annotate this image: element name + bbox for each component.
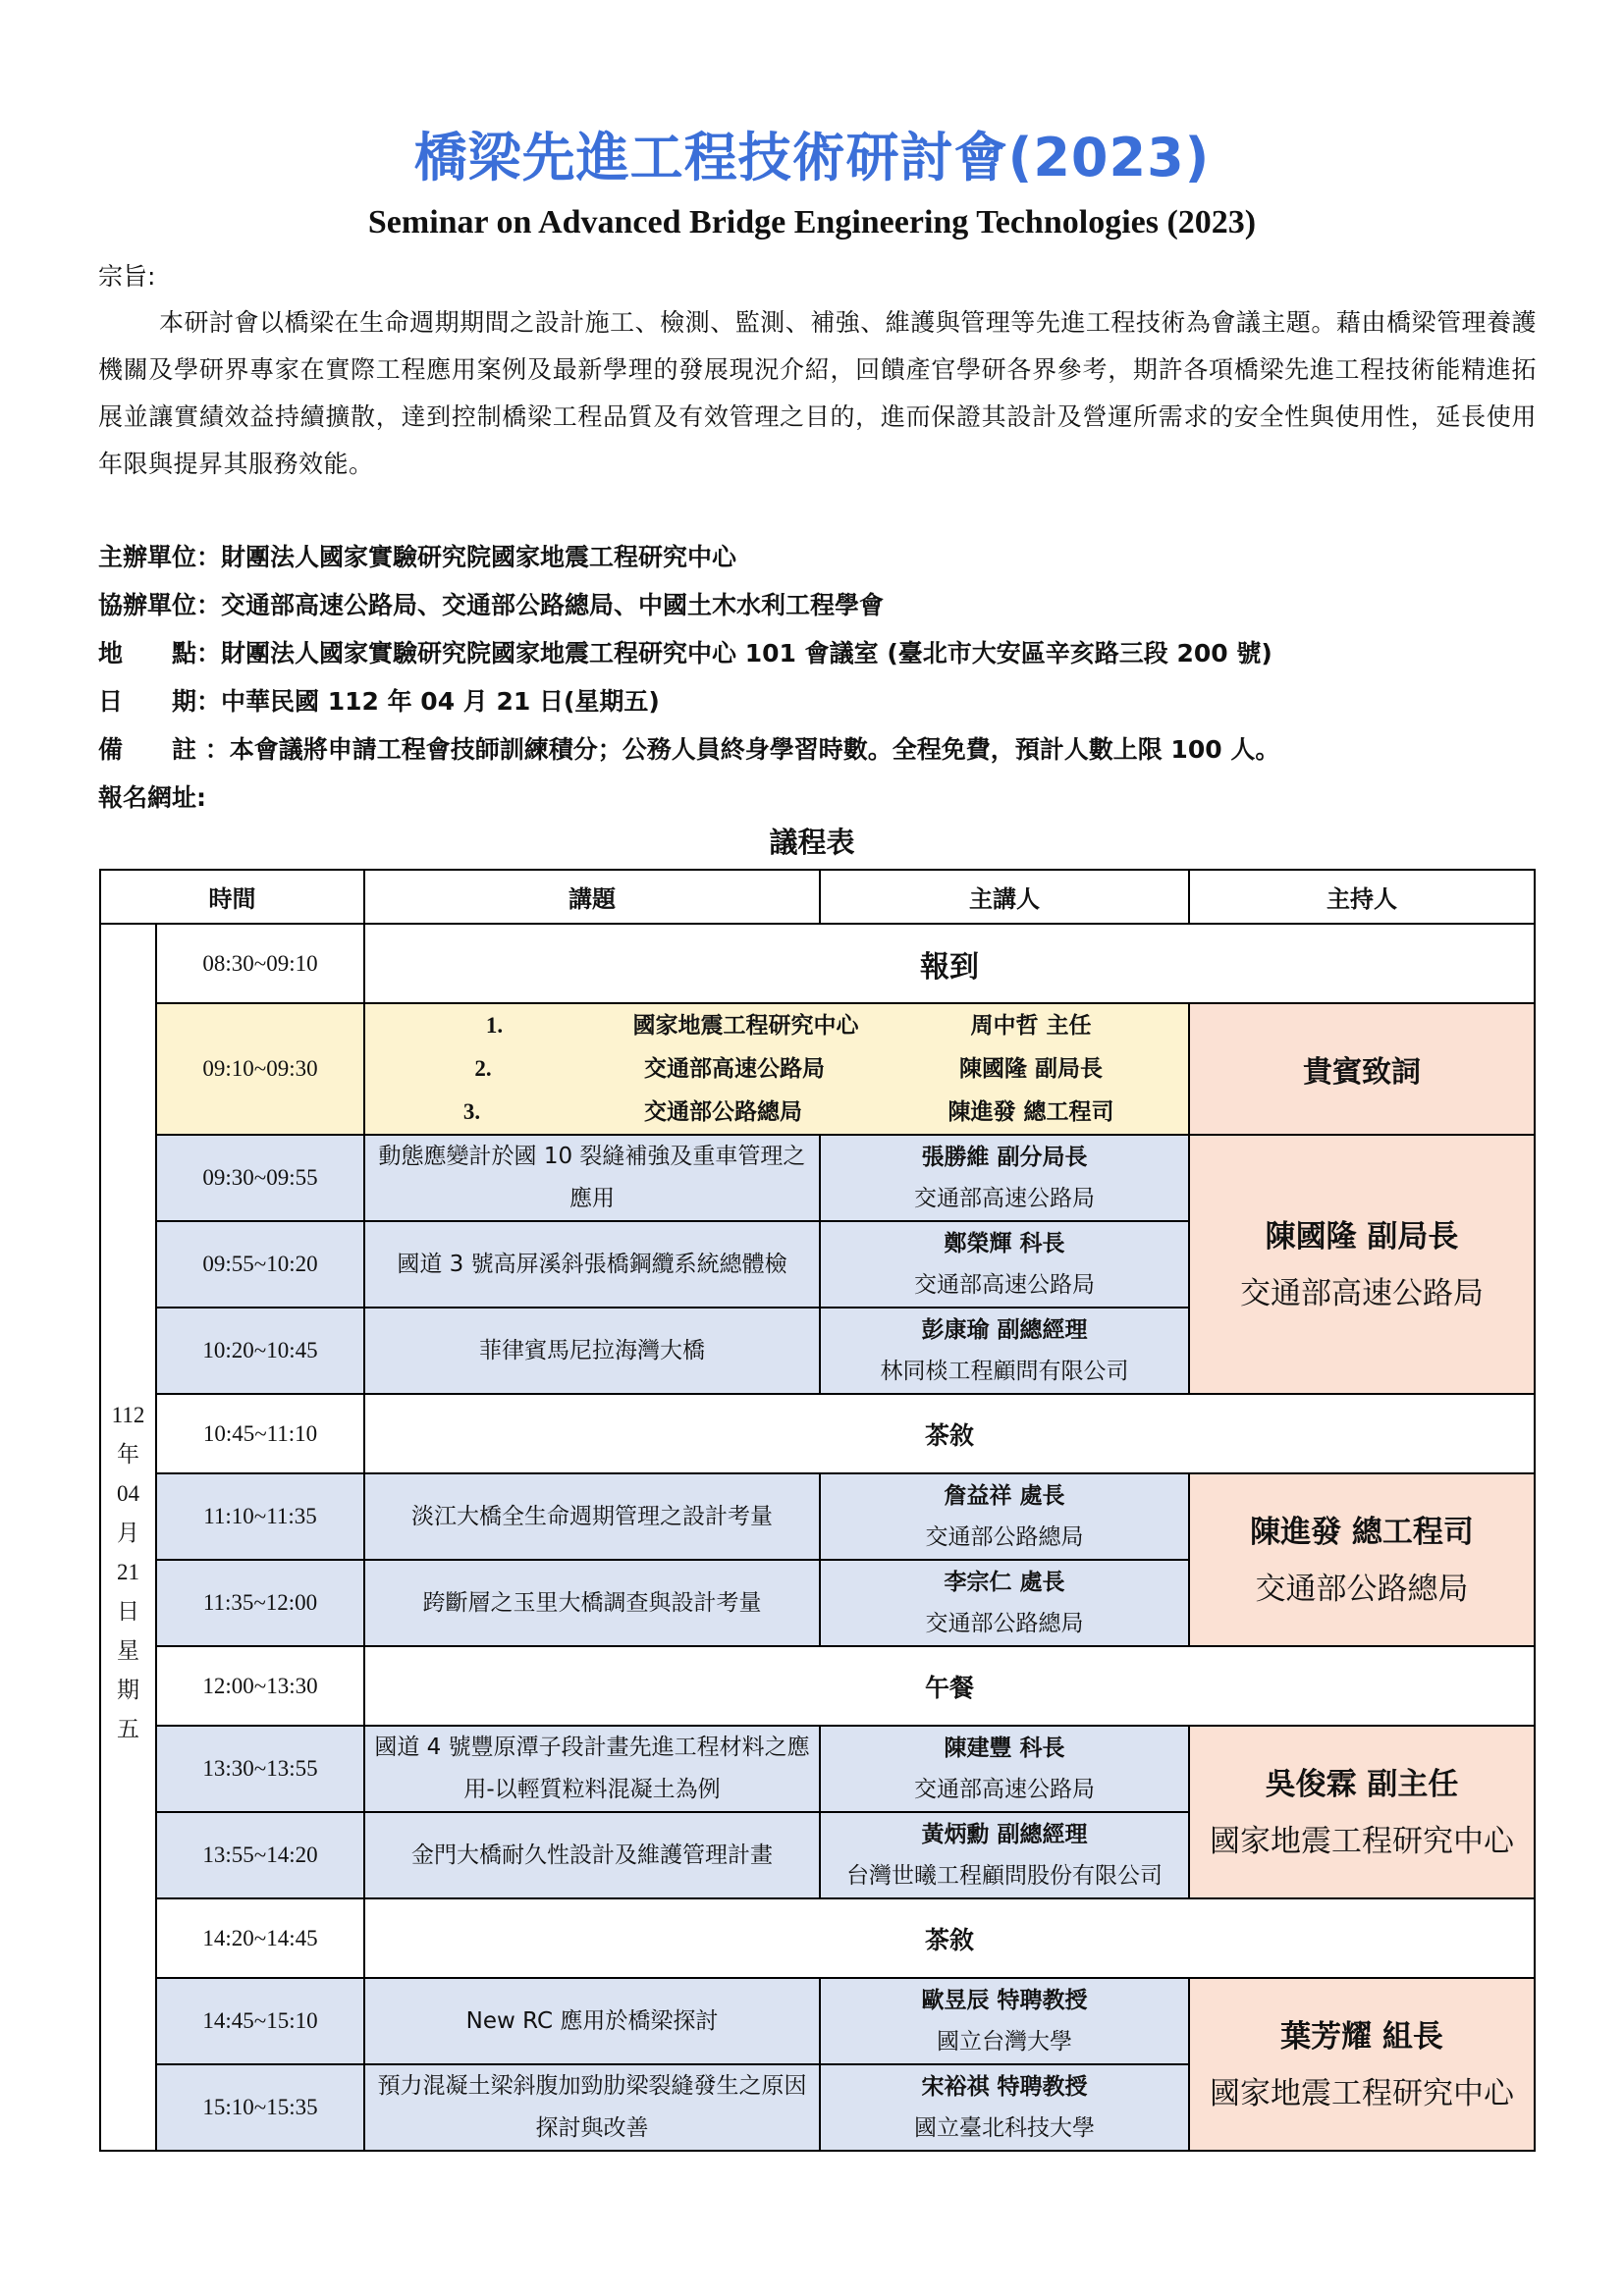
- date-char: 五: [117, 1717, 139, 1741]
- talk-topic: 國道 4 號豐原潭子段計畫先進工程材料之應用-以輕質粒料混凝土為例: [364, 1726, 820, 1812]
- organizer-value: 財團法人國家實驗研究院國家地震工程研究中心: [221, 543, 737, 571]
- agenda-row-talk: [100, 1135, 1535, 1221]
- date-char: 星: [117, 1638, 139, 1663]
- welcome-item: 1. 國家地震工程研究中心 周中哲 主任: [485, 1013, 1092, 1039]
- talk-speaker: 鄭榮輝 科長 交通部高速公路局: [820, 1221, 1189, 1308]
- time-cell: 08:30~09:10: [156, 924, 364, 1003]
- talk-topic: 國道 3 號高屏溪斜張橋鋼纜系統總體檢: [364, 1221, 820, 1308]
- talk-speaker: 彭康瑜 副總經理 林同棪工程顧問有限公司: [820, 1308, 1189, 1394]
- agenda-header-row: [100, 870, 1535, 924]
- time-cell: 12:00~13:30: [156, 1646, 364, 1726]
- break-label: 茶敘: [364, 1898, 1535, 1978]
- session-host-cell: 葉芳耀 組長 國家地震工程研究中心: [1189, 1978, 1535, 2151]
- agenda-row-lunch: [100, 1646, 1535, 1726]
- time-cell: 10:20~10:45: [156, 1308, 364, 1394]
- time-cell: 13:30~13:55: [156, 1726, 364, 1812]
- time-cell: 09:10~09:30: [156, 1003, 364, 1135]
- header-time: 時間: [100, 870, 364, 924]
- session-host-cell: 陳進發 總工程司 交通部公路總局: [1189, 1473, 1535, 1646]
- agenda-row-break: [100, 1898, 1535, 1978]
- session-host-cell: 吳俊霖 副主任 國家地震工程研究中心: [1189, 1726, 1535, 1898]
- talk-topic: 金門大橋耐久性設計及維護管理計畫: [364, 1812, 820, 1898]
- talk-topic: New RC 應用於橋梁探討: [364, 1978, 820, 2064]
- registration-label: 報名網址:: [98, 783, 206, 812]
- time-cell: 14:45~15:10: [156, 1978, 364, 2064]
- checkin-label: 報到: [364, 924, 1535, 1003]
- date-char: 21: [117, 1560, 139, 1584]
- date-char: 年: [117, 1442, 139, 1467]
- co-organizer-value: 交通部高速公路局、交通部公路總局、中國土木水利工程學會: [221, 591, 885, 619]
- organizer-line: [98, 538, 736, 573]
- talk-topic: 動態應變計於國 10 裂縫補強及重車管理之應用: [364, 1135, 820, 1221]
- date-char: 月: [117, 1521, 139, 1545]
- talk-speaker: 黃炳勳 副總經理 台灣世曦工程顧問股份有限公司: [820, 1812, 1189, 1898]
- talk-speaker: 歐昱辰 特聘教授 國立台灣大學: [820, 1978, 1189, 2064]
- date-value: 中華民國 112 年 04 月 21 日(星期五): [221, 687, 660, 716]
- agenda-table: [99, 869, 1536, 2152]
- venue-label: 地 點：: [98, 639, 222, 667]
- co-organizer-label: 協辦單位：: [98, 591, 222, 619]
- date-line: [98, 682, 660, 718]
- welcome-item: 3. 交通部公路總局 陳進發 總工程司: [462, 1099, 1114, 1125]
- venue-value: 財團法人國家實驗研究院國家地震工程研究中心 101 會議室 (臺北市大安區辛亥路三段 200 號): [221, 639, 1272, 667]
- break-label: 茶敘: [364, 1394, 1535, 1473]
- lunch-label: 午餐: [364, 1646, 1535, 1726]
- agenda-row-talk: [100, 1726, 1535, 1812]
- welcome-speaker-list: [364, 1003, 1189, 1135]
- purpose-paragraph: 本研討會以橋梁在生命週期期間之設計施工、檢測、監測、補強、維護與管理等先進工程技術為會議主題。藉由橋梁管理養護機關及學研界專家在實際工程應用案例及最新學理的發展現況介紹，回饋產官學研各界參考，期許各項橋梁先進工程技術能精進拓展並讓實績效益持續擴散，達到控制橋梁工程品質及有效管理之目的，進而保證其設計及營運所需求的安全性與使用性，延長使用年限與提昇其服務效能。: [98, 308, 1537, 478]
- time-cell: 09:30~09:55: [156, 1135, 364, 1221]
- agenda-row-welcome: [100, 1003, 1535, 1135]
- date-char: 112: [111, 1403, 145, 1427]
- organizer-label: 主辦單位：: [98, 543, 222, 571]
- time-cell: 11:10~11:35: [156, 1473, 364, 1560]
- agenda-row-talk: [100, 1473, 1535, 1560]
- talk-speaker: 李宗仁 處長 交通部公路總局: [820, 1560, 1189, 1646]
- date-label: 日 期：: [98, 687, 222, 716]
- date-char: 期: [117, 1678, 139, 1702]
- talk-topic: 跨斷層之玉里大橋調查與設計考量: [364, 1560, 820, 1646]
- welcome-host-cell: 貴賓致詞: [1189, 1003, 1535, 1135]
- time-cell: 13:55~14:20: [156, 1812, 364, 1898]
- date-char: 日: [117, 1599, 139, 1624]
- time-cell: 15:10~15:35: [156, 2064, 364, 2151]
- talk-topic: 預力混凝土梁斜腹加勁肋梁裂縫發生之原因探討與改善: [364, 2064, 820, 2151]
- agenda-row-checkin: [100, 924, 1535, 1003]
- welcome-item: 2. 交通部高速公路局 陳國隆 副局長: [474, 1056, 1103, 1082]
- co-organizer-line: [98, 586, 884, 621]
- talk-speaker: 詹益祥 處長 交通部公路總局: [820, 1473, 1189, 1560]
- time-cell: 09:55~10:20: [156, 1221, 364, 1308]
- header-speaker: 主講人: [820, 870, 1189, 924]
- registration-line: [98, 778, 206, 814]
- time-cell: 10:45~11:10: [156, 1394, 364, 1473]
- time-cell: 11:35~12:00: [156, 1560, 364, 1646]
- date-char: 04: [117, 1481, 139, 1506]
- talk-speaker: 陳建豐 科長 交通部高速公路局: [820, 1726, 1189, 1812]
- agenda-title: 議程表: [769, 826, 855, 859]
- header-host: 主持人: [1189, 870, 1535, 924]
- talk-speaker: 張勝維 副分局長 交通部高速公路局: [820, 1135, 1189, 1221]
- purpose-label: 宗旨:: [98, 262, 156, 291]
- talk-speaker: 宋裕祺 特聘教授 國立臺北科技大學: [820, 2064, 1189, 2151]
- date-column: [100, 924, 156, 2151]
- note-label: 備 註 ：: [98, 735, 230, 764]
- time-cell: 14:20~14:45: [156, 1898, 364, 1978]
- agenda-row-break: [100, 1394, 1535, 1473]
- talk-topic: 淡江大橋全生命週期管理之設計考量: [364, 1473, 820, 1560]
- page-title: 橋梁先進工程技術研討會(2023): [413, 127, 1211, 188]
- session-host-cell: 陳國隆 副局長 交通部高速公路局: [1189, 1135, 1535, 1394]
- agenda-row-talk: [100, 1978, 1535, 2064]
- note-value: 本會議將申請工程會技師訓練積分；公務人員終身學習時數。全程免費，預計人數上限 100 人。: [229, 735, 1280, 764]
- note-line: [98, 730, 1279, 766]
- page-subtitle-english: Seminar on Advanced Bridge Engineering Technologies (2023): [367, 204, 1257, 240]
- talk-topic: 菲律賓馬尼拉海灣大橋: [364, 1308, 820, 1394]
- venue-line: [98, 634, 1272, 669]
- header-topic: 講題: [364, 870, 820, 924]
